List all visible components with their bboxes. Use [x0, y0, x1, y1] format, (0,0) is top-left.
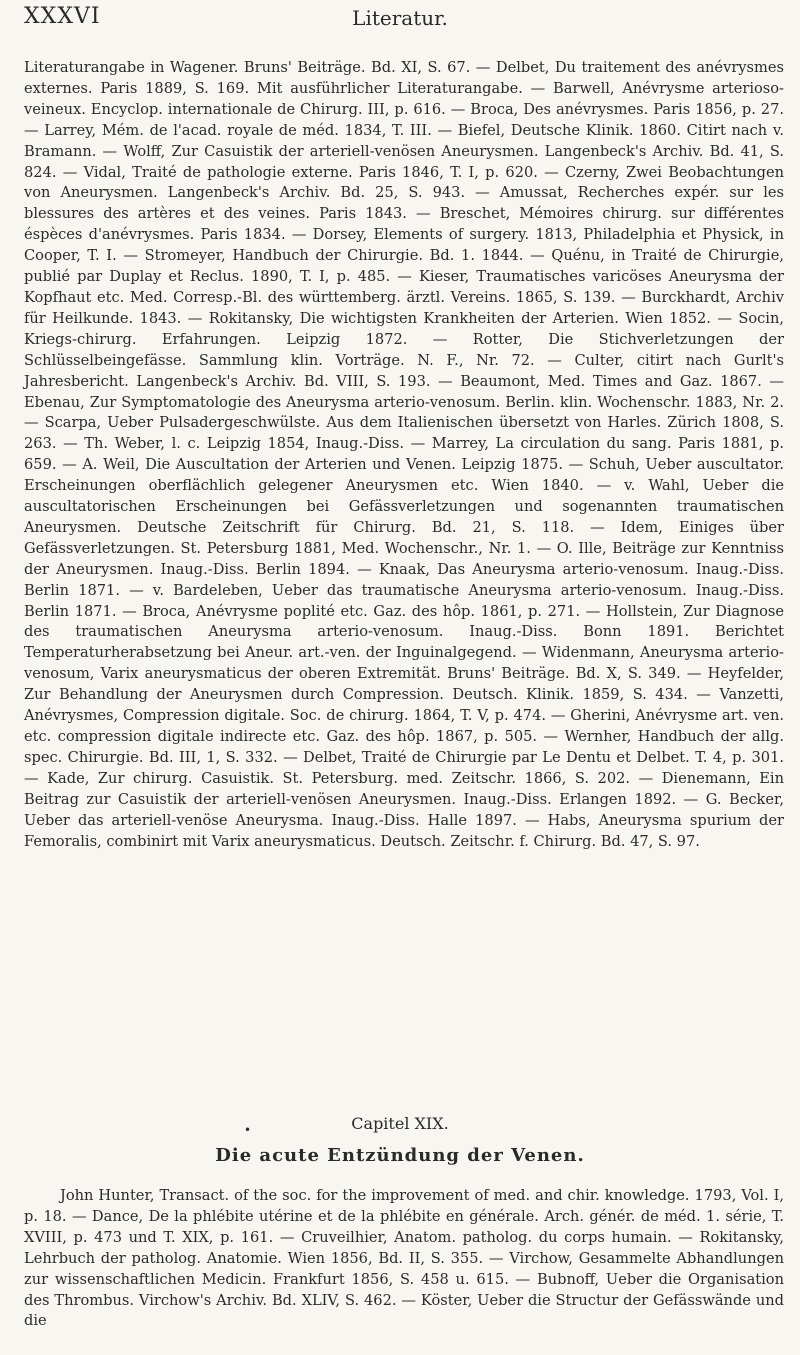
chapter-heading: Capitel XIX. [351, 1114, 449, 1133]
page-number: XXXVI [24, 4, 101, 29]
decorative-mark: • [244, 1123, 252, 1137]
literature-paragraph: Literaturangabe in Wagener. Bruns' Beiträge. Bd. XI, S. 67. — Delbet, Du traitement des anévrysmes externes. Paris 1889, S. 169. Mit ausführlicher Literaturangabe. — Barwell, Anévrysme arterioso-veineux. Encyclop. internationale de Chirurg. III, p. 616. — Broca, Des anévrysmes. Paris 1856, p. 27. — Larrey, Mém. de l'acad. royale de méd. 1834, T. III. — Biefel, Deutsche Klinik. 1860. Citirt nach v. Bramann. — Wolff, Zur Casuistik der arteriell-venösen Aneurysmen. Langenbeck's Archiv. Bd. 41, S. 824. — Vidal, Traité de pathologie externe. Paris 1846, T. I, p. 620. — Czerny, Zwei Beobachtungen von Aneurysmen. Langenbeck's Archiv. Bd. 25, S. 943. — Amussat, Recherches expér. sur les blessures des artères et des veines. Paris 1843. — Breschet, Mémoires chirurg. sur différentes éspèces d'anévrysmes. Paris 1834. — Dorsey, Elements of surgery. 1813, Philadelphia et Physick, in Cooper, T. I. — Stromeyer, Handbuch der Chirurgie. Bd. 1. 1844. — Quénu, in Traité de Chirurgie, publié par Duplay et Reclus. 1890, T. I, p. 485. — Kieser, Traumatisches varicöses Aneurysma der Kopfhaut etc. Med. Corresp.-Bl. des württemberg. ärztl. Vereins. 1865, S. 139. — Burckhardt, Archiv für Heilkunde. 1843. — Rokitansky, Die wichtigsten Krankheiten der Arterien. Wien 1852. — Socin, Kriegs-chirurg. Erfahrungen. Leipzig 1872. — Rotter, Die Stichverletzungen der Schlüsselbeingefässe. Sammlung klin. Vorträge. N. F., Nr. 72. — Culter, citirt nach Gurlt's Jahresbericht. Langenbeck's Archiv. Bd. VIII, S. 193. — Beaumont, Med. Times and Gaz. 1867. — Ebenau, Zur Symptomatologie des Aneurysma arterio-venosum. Berlin. klin. Wochenschr. 1883, Nr. 2. — Scarpa, Ueber Pulsadergeschwülste. Aus dem Italienischen übersetzt von Harles. Zürich 1808, S. 263. — Th. Weber, l. c. Leipzig 1854, Inaug.-Diss. — Marrey, La circulation du sang. Paris 1881, p. 659. — A. Weil, Die Auscultation der Arterien und Venen. Leipzig 1875. — Schuh, Ueber auscultator. Erscheinungen oberflächlich gelegener Aneurysmen etc. Wien 1840. — v. Wahl, Ueber die auscultatorischen Erscheinungen bei Gefässverletzungen und sogenannten traumatischen Aneurysmen. Deutsche Zeitschrift für Chirurg. Bd. 21, S. 118. — Idem, Einiges über Gefässverletzungen. St. Petersburg 1881, Med. Wochenschr., Nr. 1. — O. Ille, Beiträge zur Kenntniss der Aneurysmen. Inaug.-Diss. Berlin 1894. — Knaak, Das Aneurysma arterio-venosum. Inaug.-Diss. Berlin 1871. — v. Bardeleben, Ueber das traumatische Aneurysma arterio-venosum. Inaug.-Diss. Berlin 1871. — Broca, Anévrysme poplité etc. Gaz. des hôp. 1861, p. 271. — Hollstein, Zur Diagnose des traumatischen Aneurysma arterio-venosum. Inaug.-Diss. Bonn 1891. Berichtet Temperaturherabsetzung bei Aneur. art.-ven. der Inguinalgegend. — Widenmann, Aneurysma arterio-venosum, Varix aneurysmaticus der oberen Extremität. Bruns' Beiträge. Bd. X, S. 349. — Heyfelder, Zur Behandlung der Aneurysmen durch Compression. Deutsch. Klinik. 1859, S. 434. — Vanzetti, Anévrysmes, Compression digitale. Soc. de chirurg. 1864, T. V, p. 474. — Gherini, Anévrysme art. ven. etc. compression digitale indirecte etc. Gaz. des hôp. 1867, p. 505. — Wernher, Handbuch der allg. spec. Chirurgie. Bd. III, 1, S. 332. — Delbet, Traité de Chirurgie par Le Dentu et Delbet. T. 4, p. 301. — Kade, Zur chirurg. Casuistik. St. Petersburg. med. Zeitschr. 1866, S. 202. — Dienemann, Ein Beitrag zur Casuistik der arteriell-venösen Aneurysmen. Inaug.-Diss. Erlangen 1892. — G. Becker, Ueber das arteriell-venöse Aneurysma. Inaug.-Diss. Halle 1897. — Habs, Aneurysma spurium der Femoralis, combinirt mit Varix aneurysmaticus. Deutsch. Zeitschr. f. Chirurg. Bd. 47, S. 97. [24, 59, 784, 850]
section-heading: Die acute Entzündung der Venen. [215, 1145, 585, 1166]
section-paragraph: John Hunter, Transact. of the soc. for the improvement of med. and chir. knowledge. 1793, Vol. I, p. 18. — Dance, De la phlébite utérine et de la phlébite en générale. Arch. génér. de méd. 1. série, T. XVIII, p. 473 und T. XIX, p. 161. — Cruveilhier, Anatom. patholog. du corps humain. — Rokitansky, Lehrbuch der patholog. Anatomie. Wien 1856, Bd. II, S. 355. — Virchow, Gesammelte Abhandlungen zur wissenschaftlichen Medicin. Frankfurt 1856, S. 458 u. 615. — Bubnoff, Ueber die Organisation des Thrombus. Virchow's Archiv. Bd. XLIV, S. 462. — Köster, Ueber die Structur der Gefässwände und die [24, 1187, 784, 1330]
running-title: Literatur. [352, 6, 448, 30]
